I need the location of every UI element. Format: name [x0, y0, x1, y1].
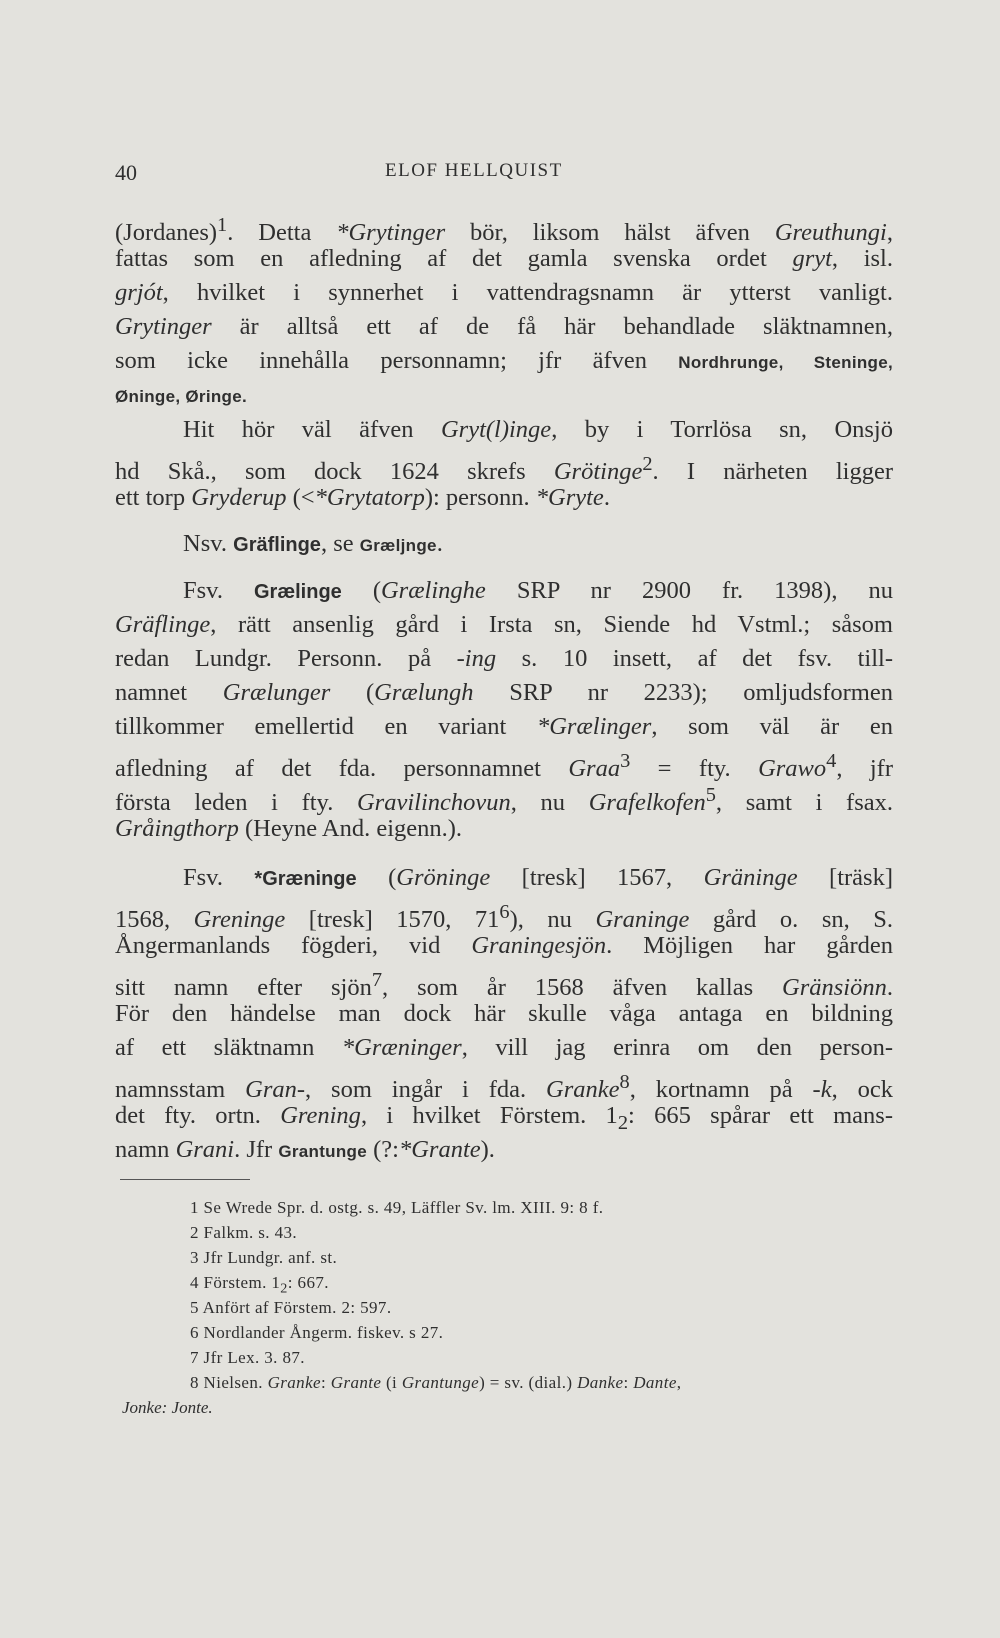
footnote-separator — [120, 1179, 250, 1180]
text-line: Hit hör väl äfven Gryt(l)inge, by i Torrlösa sn, Onsjö — [183, 416, 893, 443]
text-line: fattas som en afledning af det gamla svenska ordet gryt, isl. — [115, 245, 893, 272]
footnote: 7 Jfr Lex. 3. 87. — [190, 1348, 305, 1367]
text-line: afledning af det fda. personnamnet Graa$^3$ = fty. Grawo$^4$, jfr — [115, 750, 893, 783]
text-line: det fty. ortn. Grening, i hvilket Förstem. $1_2$: 665 spårar ett mans- — [115, 1102, 893, 1134]
text-line: 1568, Greninge [tresk] 1570, $71^6$), nu Graninge gård o. sn, S. — [115, 901, 893, 934]
footnote: 5 Anfört af Förstem. 2: 597. — [190, 1298, 392, 1317]
text-line: Gräflinge, rätt ansenlig gård i Irsta sn, Siende hd Vstml.; såsom — [115, 611, 893, 638]
footnote: 8 Nielsen. Granke: Grante (i Grantunge) = sv. (dial.) Danke: Dante, — [190, 1373, 682, 1392]
text-line: Nsv. Gräflinge, se Græljnge. — [183, 530, 443, 557]
text-line: För den händelse man dock här skulle våga antaga en bildning — [115, 1000, 893, 1027]
text-line: Fsv. Grælinge (Grælinghe SRP nr 2900 fr. 1398), nu — [183, 577, 893, 604]
footnote: Jonke: Jonte. — [122, 1398, 213, 1417]
text-line: hd Skå., som dock 1624 skrefs Grötinge$^2$. I närheten ligger — [115, 453, 893, 486]
text-line: första leden i fty. Gravilinchovun, nu Grafelkofen$^5$, samt i fsax. — [115, 784, 894, 817]
footnote: 1 Se Wrede Spr. d. ostg. s. 49, Läffler Sv. lm. XIII. 9: 8 f. — [190, 1198, 604, 1217]
footnote: 3 Jfr Lundgr. anf. st. — [190, 1248, 338, 1267]
text-line: Ångermanlands fögderi, vid Graningesjön. Möjligen har gården — [115, 932, 893, 959]
text-line: Grytinger är alltså ett af de få här behandlade släktnamnen, — [115, 313, 893, 340]
footnote: 6 Nordlander Ångerm. fiskev. s 27. — [190, 1323, 444, 1342]
text-line: Øninge, Øringe. — [115, 387, 248, 406]
text-line: namnet Grælunger (Grælungh SRP nr 2233); omljudsformen — [115, 679, 893, 706]
text-line: af ett släktnamn *Græninger, vill jag erinra om den person- — [115, 1034, 893, 1061]
text-line: ett torp Gryderup (<*Grytatorp): personn. *Gryte. — [115, 484, 610, 511]
page-header — [0, 160, 1000, 190]
text-line: namnsstam Gran-, som ingår i fda. Granke$^8$, kortnamn på -k, ock — [115, 1071, 893, 1104]
running-head: ELOF HELLQUIST — [385, 160, 563, 181]
page-number: 40 — [115, 160, 137, 185]
text-line: redan Lundgr. Personn. på -ing s. 10 insett, af det fsv. till- — [115, 645, 893, 672]
text-line: namn Grani. Jfr Grantunge (?:*Grante). — [115, 1136, 495, 1163]
footnote: 4 Förstem. $1_2$: 667. — [190, 1273, 329, 1297]
text-line: grjót, hvilket i synnerhet i vattendragsnamn är ytterst vanligt. — [115, 279, 893, 306]
footnote: 2 Falkm. s. 43. — [190, 1223, 298, 1242]
text-line: Gråingthorp (Heyne And. eigenn.). — [115, 815, 463, 842]
text-line: sitt namn efter sjön$^7$, som år 1568 äfven kallas Gränsiönn. — [115, 969, 893, 1002]
text-line: som icke innehålla personnamn; jfr äfven Nordhrunge, Steninge, — [115, 347, 893, 374]
text-line: (Jordanes)$^1$. Detta *Grytinger bör, liksom hälst äfven Greuthungi, — [115, 214, 893, 247]
text-line: tillkommer emellertid en variant *Grælinger, som väl är en — [115, 713, 893, 740]
text-line: Fsv. *Græninge (Gröninge [tresk] 1567, Gräninge [träsk] — [183, 864, 893, 891]
